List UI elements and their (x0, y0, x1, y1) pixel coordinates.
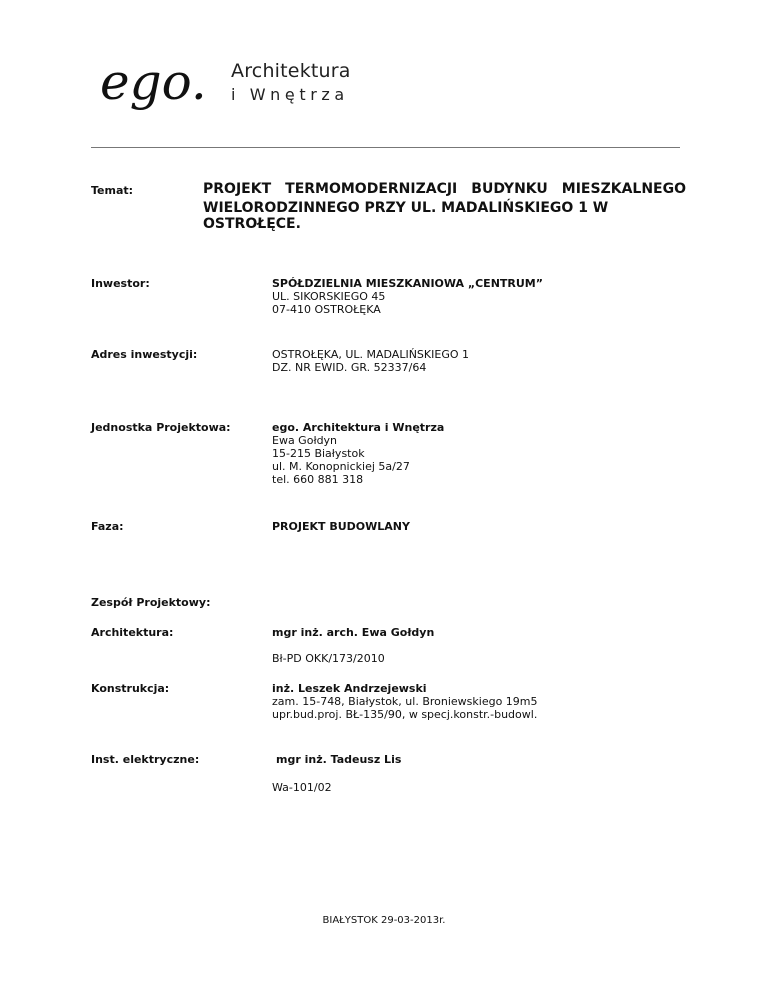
footer-place-date: BIAŁYSTOK 29-03-2013r. (322, 915, 446, 926)
logo-architektura: Architektura (231, 60, 351, 82)
inwestor-street: UL. SIKORSKIEGO 45 (272, 290, 386, 303)
architektura-name: mgr inż. arch. Ewa Gołdyn (272, 626, 435, 639)
jednostka-city: 15-215 Białystok (272, 447, 365, 460)
architektura-permit: Bł-PD OKK/173/2010 (272, 652, 385, 665)
inwestor-label: Inwestor: (91, 277, 150, 290)
temat-line-1: PROJEKT TERMOMODERNIZACJI BUDYNKU MIESZKALNEGO (203, 181, 686, 197)
temat-label: Temat: (91, 184, 134, 197)
jednostka-label: Jednostka Projektowa: (91, 421, 231, 434)
zespol-label: Zespół Projektowy: (91, 596, 211, 609)
adres-line-2: DZ. NR EWID. GR. 52337/64 (272, 361, 427, 374)
logo-wnetrza: i Wnętrza (231, 85, 349, 104)
logo-mark-svg (100, 55, 225, 120)
jednostka-phone: tel. 660 881 318 (272, 473, 364, 486)
konstrukcja-address: zam. 15-748, Białystok, ul. Broniewskiego 19m5 (272, 695, 538, 708)
header-divider (91, 147, 680, 148)
jednostka-street: ul. M. Konopnickiej 5a/27 (272, 460, 410, 473)
jednostka-name: ego. Architektura i Wnętrza (272, 421, 445, 434)
company-logo-mark (100, 55, 225, 120)
inwestor-city: 07-410 OSTROŁĘKA (272, 303, 381, 316)
faza-value: PROJEKT BUDOWLANY (272, 520, 410, 533)
adres-label: Adres inwestycji: (91, 348, 198, 361)
inwestor-block (272, 277, 543, 316)
elektryczne-permit: Wa-101/02 (272, 781, 332, 794)
jednostka-block (272, 421, 444, 486)
elektryczne-label: Inst. elektryczne: (91, 753, 200, 766)
konstrukcja-label: Konstrukcja: (91, 682, 170, 695)
temat-line-2: WIELORODZINNEGO PRZY UL. MADALIŃSKIEGO 1 W OSTROŁĘCE. (203, 200, 609, 232)
adres-block (272, 348, 469, 374)
konstrukcja-permit: upr.bud.proj. BŁ-135/90, w specj.konstr.-budowl. (272, 708, 538, 721)
architektura-label: Architektura: (91, 626, 174, 639)
elektryczne-name: mgr inż. Tadeusz Lis (276, 753, 402, 766)
konstrukcja-name: inż. Leszek Andrzejewski (272, 682, 427, 695)
jednostka-person: Ewa Gołdyn (272, 434, 338, 447)
adres-line-1: OSTROŁĘKA, UL. MADALIŃSKIEGO 1 (272, 348, 469, 361)
logo-mark-text: ego. (100, 55, 207, 111)
konstrukcja-block (272, 682, 538, 721)
inwestor-name: SPÓŁDZIELNIA MIESZKANIOWA „CENTRUM” (272, 277, 543, 290)
faza-label: Faza: (91, 520, 124, 533)
